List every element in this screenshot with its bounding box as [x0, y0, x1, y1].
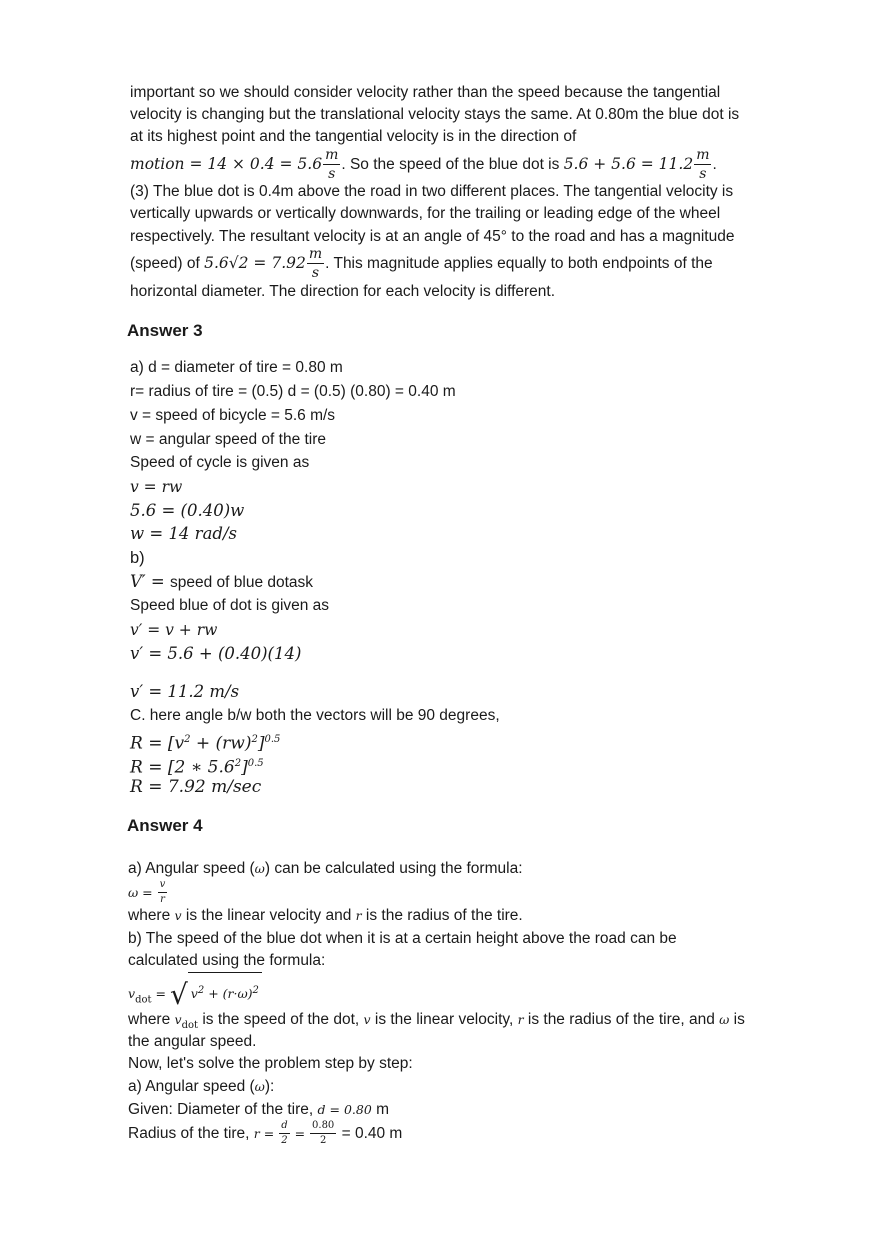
- answer4-line: the angular speed.: [128, 1033, 257, 1050]
- answer3-line: C. here angle b/w both the vectors will be 90 degrees,: [130, 707, 500, 724]
- answer4-line: a) Angular speed (ω) can be calculated using the formula:: [128, 860, 523, 877]
- answer3-equation: w = 14 rad/s: [130, 524, 237, 543]
- paragraph-line: (3) The blue dot is 0.4m above the road in two different places. The tangential velocity is: [130, 183, 734, 200]
- paragraph-line-math: motion = 14 × 0.4 = 5.6 $\frac{m}{s}$ . So the speed of the blue dot is 5.6 + 5.6 = 11.2 $\frac{m}{s}$ .: [130, 147, 717, 183]
- answer3-line: v = speed of bicycle = 5.6 m/s: [130, 407, 336, 424]
- answer3-equation: R = [2 ∗ $5.6^2]^{0.5}$: [130, 757, 264, 778]
- answer3-equation: v′ = 5.6 + (0.40)(14): [130, 644, 302, 663]
- answer4-line: where v is the linear velocity and r is the radius of the tire.: [128, 907, 523, 924]
- answer3-equation: v = rw: [130, 478, 183, 496]
- paragraph-line: velocity is changing but the translational velocity stays the same. At 0.80m the blue dot is: [130, 106, 740, 123]
- answer4-line: Given: Diameter of the tire, d = 0.80 m: [128, 1101, 390, 1118]
- answer4-line: where $v_{dot}$ is the speed of the dot, v is the linear velocity, r is the radius of the tire, and ω is: [128, 1011, 745, 1032]
- math-expression: 5.6 + 5.6 = 11.2: [563, 155, 694, 173]
- fraction: $\frac{m}{s}$: [308, 246, 323, 282]
- answer3-line: V′ = speed of blue dotask: [130, 572, 314, 591]
- paragraph-line: vertically upwards or vertically downwards, for the trailing or leading edge of the wheel: [130, 205, 721, 222]
- paragraph-line: respectively. The resultant velocity is at an angle of 45° to the road and has a magnitude: [130, 228, 735, 245]
- answer3-line: w = angular speed of the tire: [130, 431, 327, 448]
- paragraph-line: important so we should consider velocity rather than the speed because the tangential: [130, 84, 721, 101]
- paragraph-line: horizontal diameter. The direction for each velocity is different.: [130, 283, 556, 300]
- paragraph-line-math: (speed) of 5.6√2 = 7.92 $\frac{m}{s}$ . This magnitude applies equally to both endpoints of the: [130, 246, 713, 282]
- sqrt-expression: $v^2 + (r\cdot\omega)^2$: [188, 972, 262, 1011]
- answer3-equation: 5.6 = (0.40)w: [130, 501, 245, 520]
- heading-answer-3: Answer 3: [127, 321, 203, 340]
- math-expression: motion = 14 × 0.4 = 5.6: [130, 155, 323, 173]
- answer3-line: Speed blue of dot is given as: [130, 597, 330, 614]
- math-expression: 5.6√2 = 7.92: [204, 254, 306, 272]
- answer3-line: Speed of cycle is given as: [130, 454, 310, 471]
- answer3-line: r= radius of tire = (0.5) d = (0.5) (0.80) = 0.40 m: [130, 383, 456, 400]
- heading-answer-4: Answer 4: [127, 816, 203, 835]
- answer3-equation: v′ = 11.2 m/s: [130, 682, 240, 701]
- answer4-line: b) The speed of the blue dot when it is at a certain height above the road can be: [128, 930, 677, 947]
- answer4-equation: Radius of the tire, r = $\frac{d}{2}$ = $\frac{0.80}{2}$ = 0.40 m: [128, 1120, 403, 1147]
- answer3-line: a) d = diameter of tire = 0.80 m: [130, 359, 343, 376]
- paragraph-line: at its highest point and the tangential velocity is in the direction of: [130, 128, 577, 145]
- answer3-equation: R = 7.92 m/sec: [130, 777, 262, 797]
- answer4-line: a) Angular speed (ω):: [128, 1078, 275, 1095]
- answer3-equation: v′ = v + rw: [130, 621, 218, 639]
- fraction: $\frac{m}{s}$: [696, 147, 710, 183]
- answer3-line: b): [130, 549, 145, 567]
- answer4-line: Now, let's solve the problem step by step:: [128, 1055, 413, 1072]
- fraction: $\frac{m}{s}$: [325, 147, 339, 183]
- text: . So the speed of the blue dot is: [341, 156, 564, 173]
- answer3-equation: $R = [v^2 + (rw)^2]^{0.5}$: [130, 733, 281, 754]
- answer4-line: calculated using the formula:: [128, 952, 326, 969]
- answer4-equation: $v_{dot}$ = √ $v^2 + (r\cdot\omega)^2$: [128, 972, 808, 1017]
- answer4-equation: ω = $\frac{v}{r}$: [128, 879, 166, 906]
